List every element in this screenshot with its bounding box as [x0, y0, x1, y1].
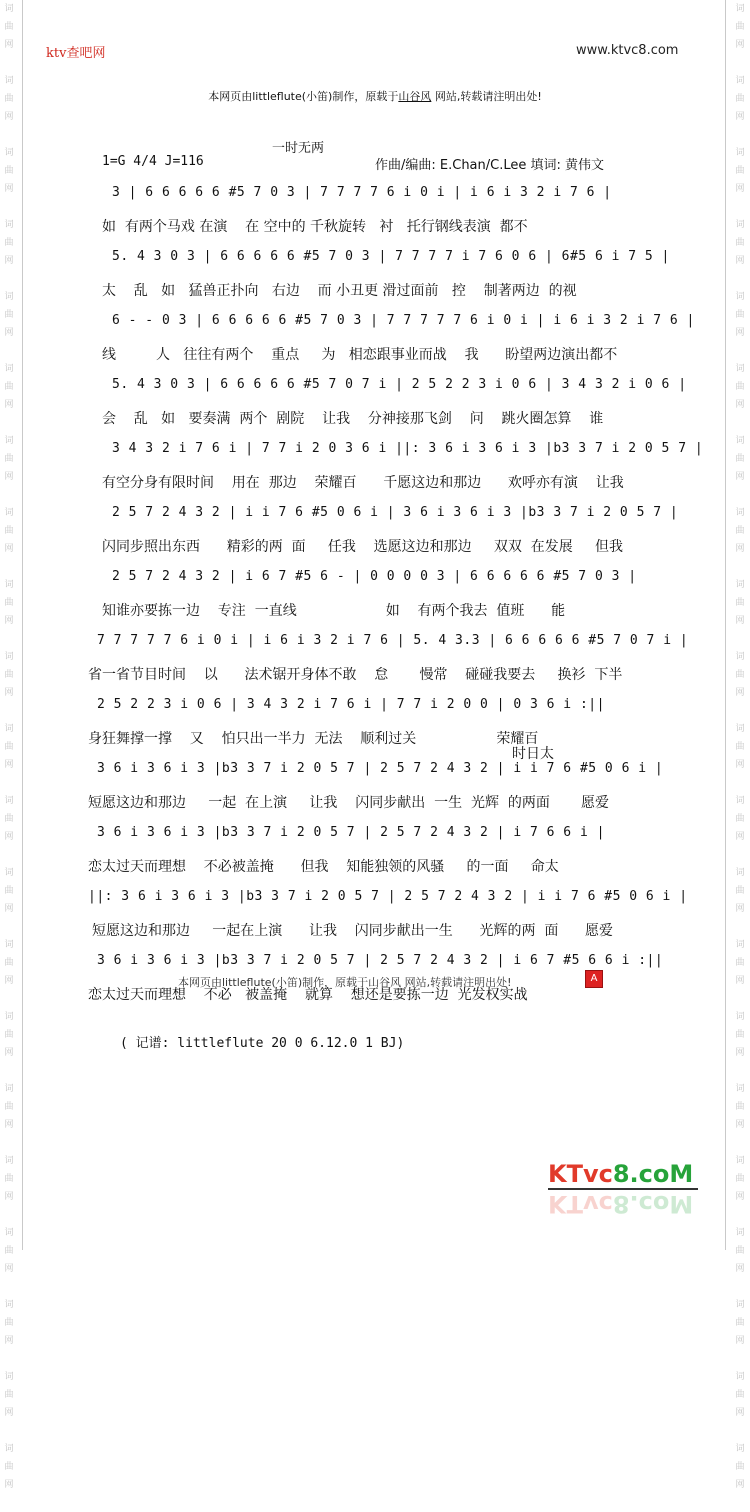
- watermark-char: 网: [735, 544, 745, 554]
- watermark-column-right: [733, 0, 747, 1512]
- watermark-char: 曲: [735, 1246, 745, 1256]
- watermark-char: 网: [4, 616, 14, 626]
- watermark-char: 曲: [735, 1030, 745, 1040]
- watermark-char: 词: [735, 364, 745, 374]
- watermark-char: 词: [4, 796, 14, 806]
- lyric-line: 短愿这边和那边 一起在上演 让我 闪同步献出一生 光辉的两 面 愿爱: [92, 923, 614, 939]
- watermark-char: 词: [735, 868, 745, 878]
- watermark-char: 曲: [735, 526, 745, 536]
- watermark-char: 词: [4, 1012, 14, 1022]
- watermark-char: 词: [735, 1228, 745, 1238]
- watermark-char: 网: [735, 1408, 745, 1418]
- watermark-char: 网: [735, 1336, 745, 1346]
- notice-suffix: 网站,转载请注明出处!: [434, 90, 542, 103]
- watermark-char: 词: [4, 1372, 14, 1382]
- watermark-char: 词: [4, 652, 14, 662]
- watermark-char: 曲: [4, 94, 14, 104]
- notation-line: ||: 3 6 i 3 6 i 3 |b3 3 7 i 2 0 5 7 | 2 5 7 2 4 3 2 | i i 7 6 #5 0 6 i |: [88, 889, 688, 904]
- lyric-line: 会 乱 如 要奏满 两个 剧院 让我 分神接那飞剑 问 跳火圈怎算 谁: [102, 411, 604, 427]
- notation-line: 7 7 7 7 7 6 i 0 i | i 6 i 3 2 i 7 6 | 5. 4 3.3 | 6 6 6 6 6 #5 7 0 7 i |: [97, 633, 689, 648]
- watermark-char: 网: [4, 976, 14, 986]
- watermark-char: 网: [735, 1480, 745, 1490]
- watermark-char: 词: [4, 1156, 14, 1166]
- watermark-char: 词: [735, 724, 745, 734]
- watermark-char: 曲: [4, 310, 14, 320]
- notation-line: 2 5 7 2 4 3 2 | i i 7 6 #5 0 6 i | 3 6 i 3 6 i 3 |b3 3 7 i 2 0 5 7 |: [112, 505, 679, 520]
- copyright-notice: [0, 88, 750, 104]
- song-credits: 作曲/编曲: E.Chan/C.Lee 填词: 黄伟文: [375, 158, 605, 173]
- watermark-char: 曲: [4, 1030, 14, 1040]
- watermark-char: 曲: [735, 1390, 745, 1400]
- watermark-char: 词: [735, 292, 745, 302]
- watermark-char: 词: [735, 4, 745, 14]
- watermark-char: 词: [4, 148, 14, 158]
- watermark-char: 曲: [735, 22, 745, 32]
- notice-prefix: 本网页由littleflute(小笛)制作，原载于: [208, 90, 399, 103]
- lyric-line: 闪同步照出东西 精彩的两 面 任我 选愿这边和那边 双双 在发展 但我: [102, 539, 624, 555]
- watermark-char: 网: [4, 1120, 14, 1130]
- watermark-char: 曲: [4, 166, 14, 176]
- key-tempo-info: 1=G 4/4 J=116: [102, 154, 204, 169]
- notation-line: 3 4 3 2 i 7 6 i | 7 7 i 2 0 3 6 i ||: 3 6 i 3 6 i 3 |b3 3 7 i 2 0 5 7 |: [112, 441, 704, 456]
- watermark-char: 网: [4, 112, 14, 122]
- notation-line: 5. 4 3 0 3 | 6 6 6 6 6 #5 7 0 3 | 7 7 7 7 i 7 6 0 6 | 6#5 6 i 7 5 |: [112, 249, 670, 264]
- watermark-char: 曲: [735, 166, 745, 176]
- brand-logo[interactable]: [548, 1160, 698, 1220]
- watermark-char: 词: [735, 580, 745, 590]
- watermark-char: 网: [4, 688, 14, 698]
- watermark-char: 曲: [735, 382, 745, 392]
- watermark-char: 网: [4, 328, 14, 338]
- watermark-char: 曲: [4, 238, 14, 248]
- lyric-line: 恋太过天而理想 不必被盖掩 但我 知能独领的风骚 的一面 命太: [88, 859, 559, 875]
- watermark-char: 曲: [735, 886, 745, 896]
- watermark-char: 网: [735, 1264, 745, 1274]
- watermark-char: 网: [735, 1192, 745, 1202]
- watermark-char: 网: [735, 904, 745, 914]
- watermark-char: 词: [735, 76, 745, 86]
- watermark-char: 曲: [735, 1174, 745, 1184]
- watermark-char: 曲: [735, 1462, 745, 1472]
- watermark-char: 网: [735, 1120, 745, 1130]
- watermark-char: 网: [735, 184, 745, 194]
- watermark-char: 网: [735, 328, 745, 338]
- watermark-char: 网: [4, 1480, 14, 1490]
- watermark-char: 网: [4, 760, 14, 770]
- watermark-char: 曲: [735, 310, 745, 320]
- watermark-char: 曲: [4, 526, 14, 536]
- watermark-char: 曲: [4, 1462, 14, 1472]
- watermark-char: 词: [735, 1444, 745, 1454]
- lyric-line: 知谁亦要拣一边 专注 一直线 如 有两个我去 值班 能: [102, 603, 566, 619]
- watermark-char: 词: [735, 508, 745, 518]
- watermark-char: 词: [735, 940, 745, 950]
- watermark-char: 曲: [4, 1246, 14, 1256]
- watermark-char: 曲: [4, 1318, 14, 1328]
- watermark-char: 曲: [735, 94, 745, 104]
- watermark-char: 词: [4, 508, 14, 518]
- notation-line: 3 | 6 6 6 6 6 #5 7 0 3 | 7 7 7 7 6 i 0 i | i 6 i 3 2 i 7 6 |: [112, 185, 612, 200]
- lyric-line: 如 有两个马戏 在演 在 空中的 千秋旋转 衬 托行钢线表演 都不: [102, 219, 528, 235]
- transcription-record: ( 记谱: littleflute 20 0 6.12.0 1 BJ): [120, 1036, 405, 1051]
- watermark-char: 曲: [4, 670, 14, 680]
- notation-line: 5. 4 3 0 3 | 6 6 6 6 6 #5 7 0 7 i | 2 5 2 2 3 i 0 6 | 3 4 3 2 i 0 6 |: [112, 377, 687, 392]
- watermark-char: 网: [735, 760, 745, 770]
- watermark-char: 网: [4, 1264, 14, 1274]
- watermark-char: 词: [735, 1156, 745, 1166]
- watermark-char: 网: [735, 688, 745, 698]
- lyric-line: 太 乱 如 猛兽正扑向 右边 而 小丑更 滑过面前 控 制著两边 的视: [102, 283, 577, 299]
- watermark-char: 网: [735, 472, 745, 482]
- watermark-char: 网: [4, 472, 14, 482]
- lyric-line: 省一省节目时间 以 法术锯开身体不敢 怠 慢常 碰碰我要去 换衫 下半: [88, 667, 623, 683]
- watermark-char: 词: [735, 796, 745, 806]
- watermark-char: 曲: [735, 670, 745, 680]
- watermark-char: 网: [4, 544, 14, 554]
- watermark-char: 曲: [4, 1102, 14, 1112]
- watermark-char: 词: [4, 868, 14, 878]
- watermark-char: 曲: [735, 1102, 745, 1112]
- watermark-char: 词: [4, 580, 14, 590]
- watermark-char: 曲: [4, 742, 14, 752]
- watermark-char: 网: [735, 112, 745, 122]
- watermark-char: 词: [735, 1012, 745, 1022]
- watermark-char: 网: [4, 1336, 14, 1346]
- watermark-char: 网: [4, 256, 14, 266]
- lyric-line: 有空分身有限时间 用在 那边 荣耀百 千愿这边和那边 欢呼亦有演 让我: [102, 475, 624, 491]
- notation-line: 6 - - 0 3 | 6 6 6 6 6 #5 7 0 3 | 7 7 7 7 7 6 i 0 i | i 6 i 3 2 i 7 6 |: [112, 313, 695, 328]
- watermark-char: 词: [4, 220, 14, 230]
- repeat-notice: 本网页由littleflute(小笛)制作，原载于山谷风 网站,转载请注明出处!: [178, 976, 512, 989]
- watermark-char: 网: [4, 1192, 14, 1202]
- watermark-char: 词: [735, 148, 745, 158]
- watermark-char: 词: [4, 1084, 14, 1094]
- adobe-icon[interactable]: A: [585, 970, 603, 988]
- notation-line: 2 5 7 2 4 3 2 | i 6 7 #5 6 - | 0 0 0 0 3 | 6 6 6 6 6 #5 7 0 3 |: [112, 569, 637, 584]
- watermark-char: 词: [4, 1228, 14, 1238]
- watermark-char: 网: [735, 832, 745, 842]
- brand-reflection: KTvc8.coM: [548, 1190, 694, 1218]
- watermark-char: 词: [735, 220, 745, 230]
- watermark-char: 词: [4, 4, 14, 14]
- extra-lyric: 时日太: [512, 746, 554, 762]
- watermark-column-left: [2, 0, 16, 1512]
- watermark-char: 词: [4, 1300, 14, 1310]
- watermark-char: 网: [4, 904, 14, 914]
- watermark-char: 词: [4, 292, 14, 302]
- lyric-line: 身狂舞撑一撑 又 怕只出一半力 无法 顺利过关 荣耀百: [88, 731, 539, 747]
- watermark-char: 网: [735, 616, 745, 626]
- watermark-char: 词: [4, 724, 14, 734]
- lyric-line: 短愿这边和那边 一起 在上演 让我 闪同步献出 一生 光辉 的两面 愿爱: [88, 795, 610, 811]
- watermark-char: 网: [735, 976, 745, 986]
- watermark-char: 网: [4, 1408, 14, 1418]
- watermark-char: 曲: [4, 1174, 14, 1184]
- watermark-char: 词: [4, 364, 14, 374]
- watermark-char: 曲: [4, 454, 14, 464]
- watermark-char: 曲: [4, 958, 14, 968]
- lyric-line: 线 人 往往有两个 重点 为 相恋跟事业而战 我 盼望两边演出都不: [102, 347, 618, 363]
- watermark-char: 曲: [735, 814, 745, 824]
- watermark-char: 词: [735, 1372, 745, 1382]
- watermark-char: 词: [735, 436, 745, 446]
- watermark-char: 词: [735, 652, 745, 662]
- watermark-char: 词: [4, 436, 14, 446]
- lyric-line: 恋太过天而理想 不必 被盖掩 就算 想还是要拣一边 光发权实战: [88, 987, 528, 1003]
- watermark-char: 曲: [735, 238, 745, 248]
- watermark-char: 网: [4, 1048, 14, 1058]
- watermark-char: 网: [4, 40, 14, 50]
- notation-line: 2 5 2 2 3 i 0 6 | 3 4 3 2 i 7 6 i | 7 7 i 2 0 0 | 0 3 6 i :||: [97, 697, 605, 712]
- watermark-char: 曲: [4, 814, 14, 824]
- watermark-char: 词: [735, 1084, 745, 1094]
- watermark-char: 网: [735, 400, 745, 410]
- watermark-char: 曲: [4, 598, 14, 608]
- song-title: 一时无两: [272, 141, 325, 156]
- notation-line: 3 6 i 3 6 i 3 |b3 3 7 i 2 0 5 7 | 2 5 7 2 4 3 2 | i 7 6 6 i |: [97, 825, 605, 840]
- watermark-char: 曲: [735, 1318, 745, 1328]
- notation-line: 3 6 i 3 6 i 3 |b3 3 7 i 2 0 5 7 | 2 5 7 2 4 3 2 | i 6 7 #5 6 6 i :||: [97, 953, 664, 968]
- watermark-char: 曲: [735, 598, 745, 608]
- watermark-char: 曲: [4, 22, 14, 32]
- watermark-char: 曲: [4, 886, 14, 896]
- notation-line: 3 6 i 3 6 i 3 |b3 3 7 i 2 0 5 7 | 2 5 7 2 4 3 2 | i i 7 6 #5 0 6 i |: [97, 761, 664, 776]
- watermark-char: 网: [4, 832, 14, 842]
- watermark-char: 网: [735, 1048, 745, 1058]
- watermark-char: 网: [4, 184, 14, 194]
- brand-text: KTvc8.coM: [548, 1160, 694, 1188]
- site-logo-left[interactable]: ktv查吧网: [46, 46, 106, 61]
- watermark-char: 曲: [735, 742, 745, 752]
- watermark-char: 网: [4, 400, 14, 410]
- watermark-char: 曲: [735, 958, 745, 968]
- watermark-char: 网: [735, 40, 745, 50]
- watermark-char: 词: [735, 1300, 745, 1310]
- watermark-char: 网: [735, 256, 745, 266]
- watermark-char: 词: [4, 940, 14, 950]
- site-url-right[interactable]: www.ktvc8.com: [576, 43, 679, 58]
- source-link[interactable]: 山谷风: [398, 90, 432, 103]
- watermark-char: 词: [4, 76, 14, 86]
- watermark-char: 词: [4, 1444, 14, 1454]
- watermark-char: 曲: [735, 454, 745, 464]
- watermark-char: 曲: [4, 1390, 14, 1400]
- watermark-char: 曲: [4, 382, 14, 392]
